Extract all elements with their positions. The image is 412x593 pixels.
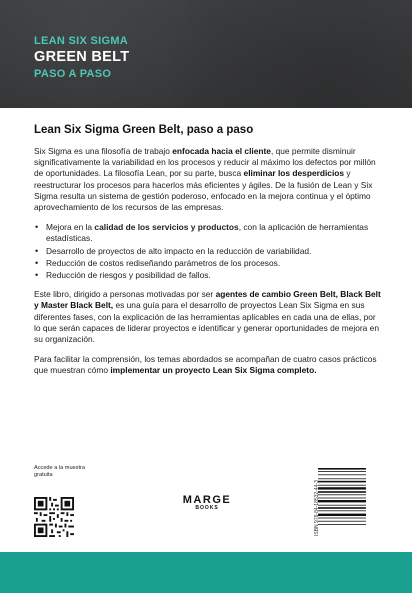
- series-subtitle: PASO A PASO: [34, 68, 112, 80]
- series-label: LEAN SIX SIGMA: [34, 35, 129, 47]
- benefits-list: [34, 222, 384, 281]
- footer-band: [0, 552, 412, 593]
- cases-paragraph: Para facilitar la comprensión, los temas abordados se acompañan de cuatro casos prácticos que muestran cómo implementar un proyecto Lean Six Sigma completo.: [34, 354, 377, 376]
- back-cover-text: [34, 124, 384, 386]
- intro-paragraph: Six Sigma es una filosofía de trabajo enfocada hacia el cliente, que permite disminuir significativamente la variabilidad en los procesos y reducir al máximo los defectos por millón de oportunidades. La filosofía Lean, por su parte, busca eliminar los desperdicios y reestructurar los procesos para hacerlos más eficientes y ágiles. De la fusión de Lean y Six Sigma resulta un sistema de gestión poderoso, enfocado en la mejora continua y el óptimo aprovechamiento de los recursos de las empresas.: [34, 146, 376, 213]
- qr-code-icon[interactable]: [34, 497, 74, 537]
- qr-caption: Accede a la muestra gratuita: [34, 465, 85, 478]
- list-item: • Reducción de costos rediseñando parámetros de los procesos.: [34, 258, 384, 269]
- audience-paragraph: Este libro, dirigido a personas motivadas por ser agentes de cambio Green Belt, Black Belt y Master Black Belt, es una guía para el desarrollo de proyectos Lean Six Sigma en sus diferentes fases, con la explicación de las herramientas aplicables en cada una de ellas, por lo que serán capaces de liderar proyectos e identificar y generar oportunidades de mejora en su organización.: [34, 289, 381, 345]
- publisher-logo: [172, 494, 242, 530]
- list-item: • Reducción de riesgos y posibilidad de fallos.: [34, 270, 384, 281]
- book-title: Lean Six Sigma Green Belt, paso a paso: [34, 124, 254, 136]
- publisher-imprint: BOOKS: [195, 505, 219, 511]
- series-title: GREEN BELT: [34, 49, 130, 65]
- publisher-name: MARGE: [182, 494, 232, 506]
- isbn-label: ISBN 978-84-18532-44-3: [314, 480, 320, 536]
- cover-header: [0, 0, 412, 108]
- list-item: • Desarrollo de proyectos de alto impacto en la reducción de variabilidad.: [34, 246, 384, 257]
- list-item: • Mejora en la calidad de los servicios y productos, con la aplicación de herramientas estadísticas.: [34, 222, 384, 244]
